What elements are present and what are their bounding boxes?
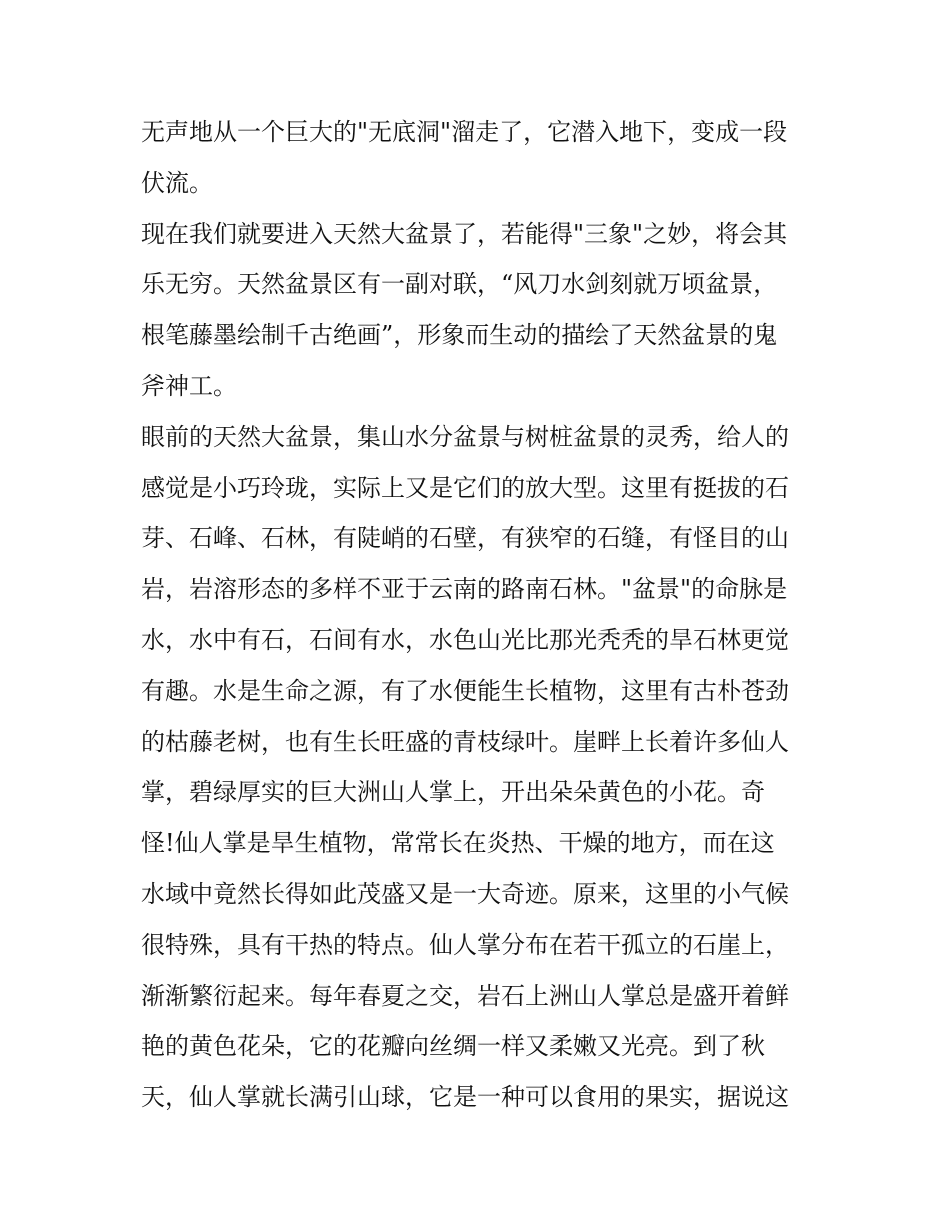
text-line: 有趣。水是生命之源，有了水便能生长植物，这里有古朴苍劲 [141,676,789,705]
text-line: 感觉是小巧玲珑，实际上又是它们的放大型。这里有挺拔的石 [141,473,789,502]
text-line: 眼前的天然大盆景，集山水分盆景与树桩盆景的灵秀，给人的 [141,422,789,451]
text-line: 斧神工。 [141,371,237,400]
text-line: 天，仙人掌就长满引山球，它是一种可以食用的果实，据说这 [141,1083,789,1112]
text-line: 岩，岩溶形态的多样不亚于云南的路南石林。"盆景"的命脉是 [141,575,788,604]
text-line: 现在我们就要进入天然大盆景了，若能得"三象"之妙，将会其 [141,219,788,248]
text-line: 水，水中有石，石间有水，水色山光比那光秃秃的旱石林更觉 [141,625,789,654]
text-line: 怪!仙人掌是旱生植物，常常长在炎热、干燥的地方，而在这 [141,829,775,858]
text-line: 的枯藤老树，也有生长旺盛的青枝绿叶。崖畔上长着许多仙人 [141,727,789,756]
text-line: 艳的黄色花朵，它的花瓣向丝绸一样又柔嫩又光亮。到了秋 [141,1032,765,1061]
text-line: 水域中竟然长得如此茂盛又是一大奇迹。原来，这里的小气候 [141,879,789,908]
text-line: 无声地从一个巨大的"无底洞"溜走了，它潜入地下，变成一段 [141,118,788,146]
text-line: 掌，碧绿厚实的巨大洲山人掌上，开出朵朵黄色的小花。奇 [141,778,765,807]
body-text [141,107,821,1123]
text-line: 根笔藤墨绘制千古绝画”，形象而生动的描绘了天然盆景的鬼 [141,321,778,350]
text-line: 伏流。 [141,168,213,197]
text-line: 很特殊，具有干热的特点。仙人掌分布在若干孤立的石崖上， [141,930,789,959]
text-line: 乐无穷。天然盆景区有一副对联，“风刀水剑刻就万顷盆景， [141,270,778,299]
text-line: 芽、石峰、石林，有陡峭的石壁，有狭窄的石缝，有怪目的山 [141,524,789,553]
text-line: 渐渐繁衍起来。每年春夏之交，岩石上洲山人掌总是盛开着鲜 [141,981,789,1010]
